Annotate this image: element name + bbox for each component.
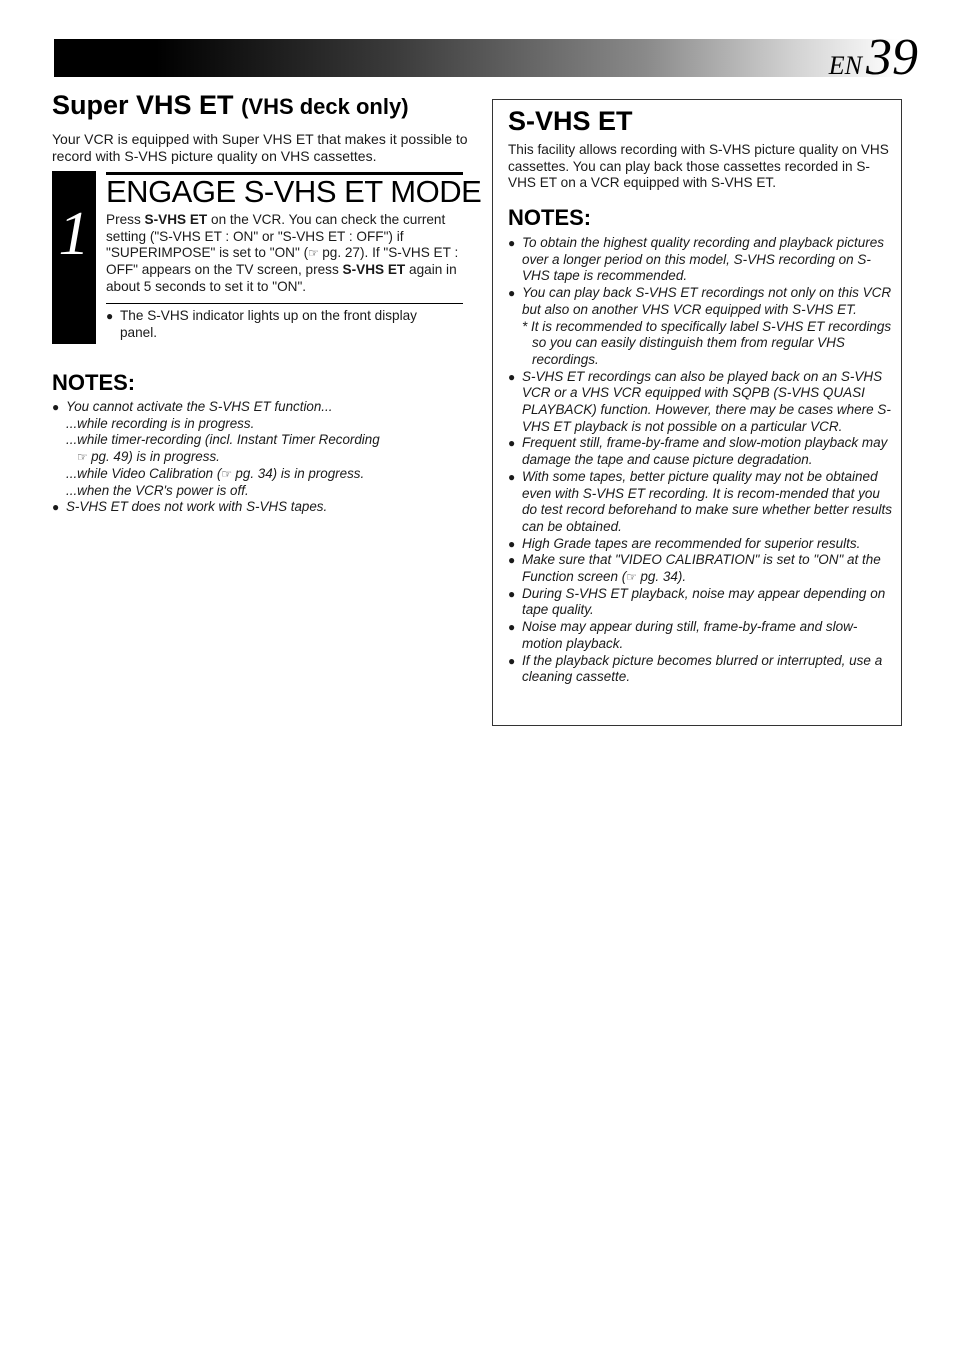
note-sub-item: ...while timer-recording (incl. Instant Timer Recording	[66, 432, 380, 448]
pointing-hand-icon: ☞	[77, 450, 92, 465]
notes-heading-left: NOTES:	[52, 370, 136, 395]
box-title: S-VHS ET	[508, 106, 633, 136]
note-asterisk: * It is recommended to specifically label S-VHS ET recordings so you can easily distinguish them from regular VHS recordings.	[522, 318, 892, 367]
step-text-4: again in about 5 seconds to set it to "ON".	[106, 262, 457, 294]
step-number: 1	[58, 200, 90, 268]
bullet-icon: ●	[508, 536, 516, 551]
language-code: EN	[828, 51, 862, 80]
list-item	[52, 399, 452, 416]
note-text: During S-VHS ET playback, noise may appear depending on tape quality.	[522, 585, 886, 618]
bullet-icon: ●	[52, 500, 60, 515]
note-sub-text: ...while Video Calibration (	[66, 465, 222, 481]
header-gradient-bar	[54, 39, 900, 77]
pointing-hand-icon: ☞	[308, 246, 323, 261]
step-button-label: S-VHS ET	[144, 212, 208, 227]
box-intro: This facility allows recording with S-VHS picture quality on VHS cassettes. You can play back those cassettes recorded in S-VHS ET on a VCR equipped with S-VHS ET.	[508, 142, 889, 191]
note-text: High Grade tapes are recommended for superior results.	[522, 535, 861, 551]
notes-list-right	[508, 235, 892, 686]
section-intro: Your VCR is equipped with Super VHS ET that makes it possible to record with S-VHS picture quality on VHS cassettes.	[52, 131, 468, 164]
bullet-icon: ●	[508, 620, 516, 635]
step-text-3: pg. 27). If "S-VHS ET : OFF" appears on the TV screen, press	[106, 245, 459, 278]
pointing-hand-icon: ☞	[626, 570, 641, 585]
bullet-icon: ●	[508, 436, 516, 451]
note-text: S-VHS ET recordings can also be played back on an S-VHS VCR or a VHS VCR equipped with SQPB (S-VHS QUASI PLAYBACK) function. However, there may be cases where S-VHS ET playback is not possible on a particular VCR.	[522, 368, 891, 434]
list-item	[508, 235, 892, 285]
note-text: Frequent still, frame-by-frame and slow-motion playback may damage the tape and cause picture degradation.	[522, 435, 888, 468]
note-sub-text: pg. 49) is in progress.	[91, 449, 220, 465]
section-title-sub: (VHS deck only)	[241, 94, 409, 119]
list-item	[508, 619, 892, 652]
list-item	[106, 308, 456, 341]
list-item	[508, 536, 892, 553]
step-bullet	[106, 308, 456, 341]
bullet-icon: ●	[52, 400, 60, 414]
notes-list-left	[52, 399, 452, 516]
section-title-main: Super VHS ET	[52, 90, 234, 120]
list-item	[508, 369, 892, 436]
step-title: ENGAGE S-VHS ET MODE	[106, 174, 482, 209]
list-item	[508, 552, 892, 585]
note-sub-text: pg. 34) is in progress.	[235, 465, 365, 481]
step-number-block	[52, 171, 96, 344]
step-text-1: Press	[106, 212, 145, 227]
bullet-icon: ●	[508, 653, 516, 668]
list-item	[508, 653, 892, 686]
note-text: You cannot activate the S-VHS ET function...	[66, 399, 333, 414]
step-button-label-2: S-VHS ET	[342, 262, 406, 278]
bullet-icon: ●	[508, 236, 516, 250]
list-item	[52, 499, 452, 516]
bullet-icon: ●	[508, 286, 516, 301]
note-text: Make sure that "VIDEO CALIBRATION" is set to "ON" at the Function screen (	[522, 552, 881, 585]
notes-heading-right: NOTES:	[508, 205, 592, 230]
list-item	[508, 285, 892, 318]
note-text: You can play back S-VHS ET recordings not only on this VCR but also on another VHS VCR equipped with S-VHS ET.	[522, 285, 892, 317]
page-number-value: 39	[866, 29, 918, 86]
step-text-2: on the VCR. You can check the current setting ("S-VHS ET : ON" or "S-VHS ET : OFF") if "SUPERIMPOSE" is set to "ON" (	[106, 212, 446, 261]
step-instructions	[106, 212, 464, 296]
pointing-hand-icon: ☞	[221, 466, 236, 481]
section-title	[52, 90, 409, 121]
note-sub-item	[52, 466, 452, 483]
note-text: To obtain the highest quality recording and playback pictures over a longer period on this model, S-VHS recording on S-VHS tape is recommended.	[522, 235, 884, 284]
note-text: If the playback picture becomes blurred or interrupted, use a cleaning cassette.	[522, 652, 883, 685]
list-item	[508, 469, 892, 536]
note-text: S-VHS ET does not work with S-VHS tapes.	[66, 499, 328, 515]
list-item	[508, 435, 892, 468]
step-divider	[106, 303, 463, 304]
bullet-icon: ●	[508, 469, 516, 484]
list-item	[508, 586, 892, 619]
note-text: Noise may appear during still, frame-by-frame and slow-motion playback.	[522, 619, 858, 651]
bullet-icon: ●	[508, 553, 516, 568]
step-bullet-text: The S-VHS indicator lights up on the front display panel.	[120, 308, 417, 340]
note-sub-item: ...when the VCR's power is off.	[66, 482, 249, 498]
note-sub-item-cont	[52, 449, 452, 466]
note-text: pg. 34).	[640, 569, 687, 585]
page-number	[829, 28, 918, 87]
bullet-icon: ●	[508, 586, 516, 601]
bullet-icon: ●	[508, 369, 516, 384]
note-sub-item: ...while recording is in progress.	[66, 415, 255, 431]
bullet-icon: ●	[106, 309, 114, 323]
note-text: With some tapes, better picture quality may not be obtained even with S-VHS ET recording. It is recom-mended that you do test record beforehand to make sure whether better results can be obtained.	[522, 468, 892, 534]
